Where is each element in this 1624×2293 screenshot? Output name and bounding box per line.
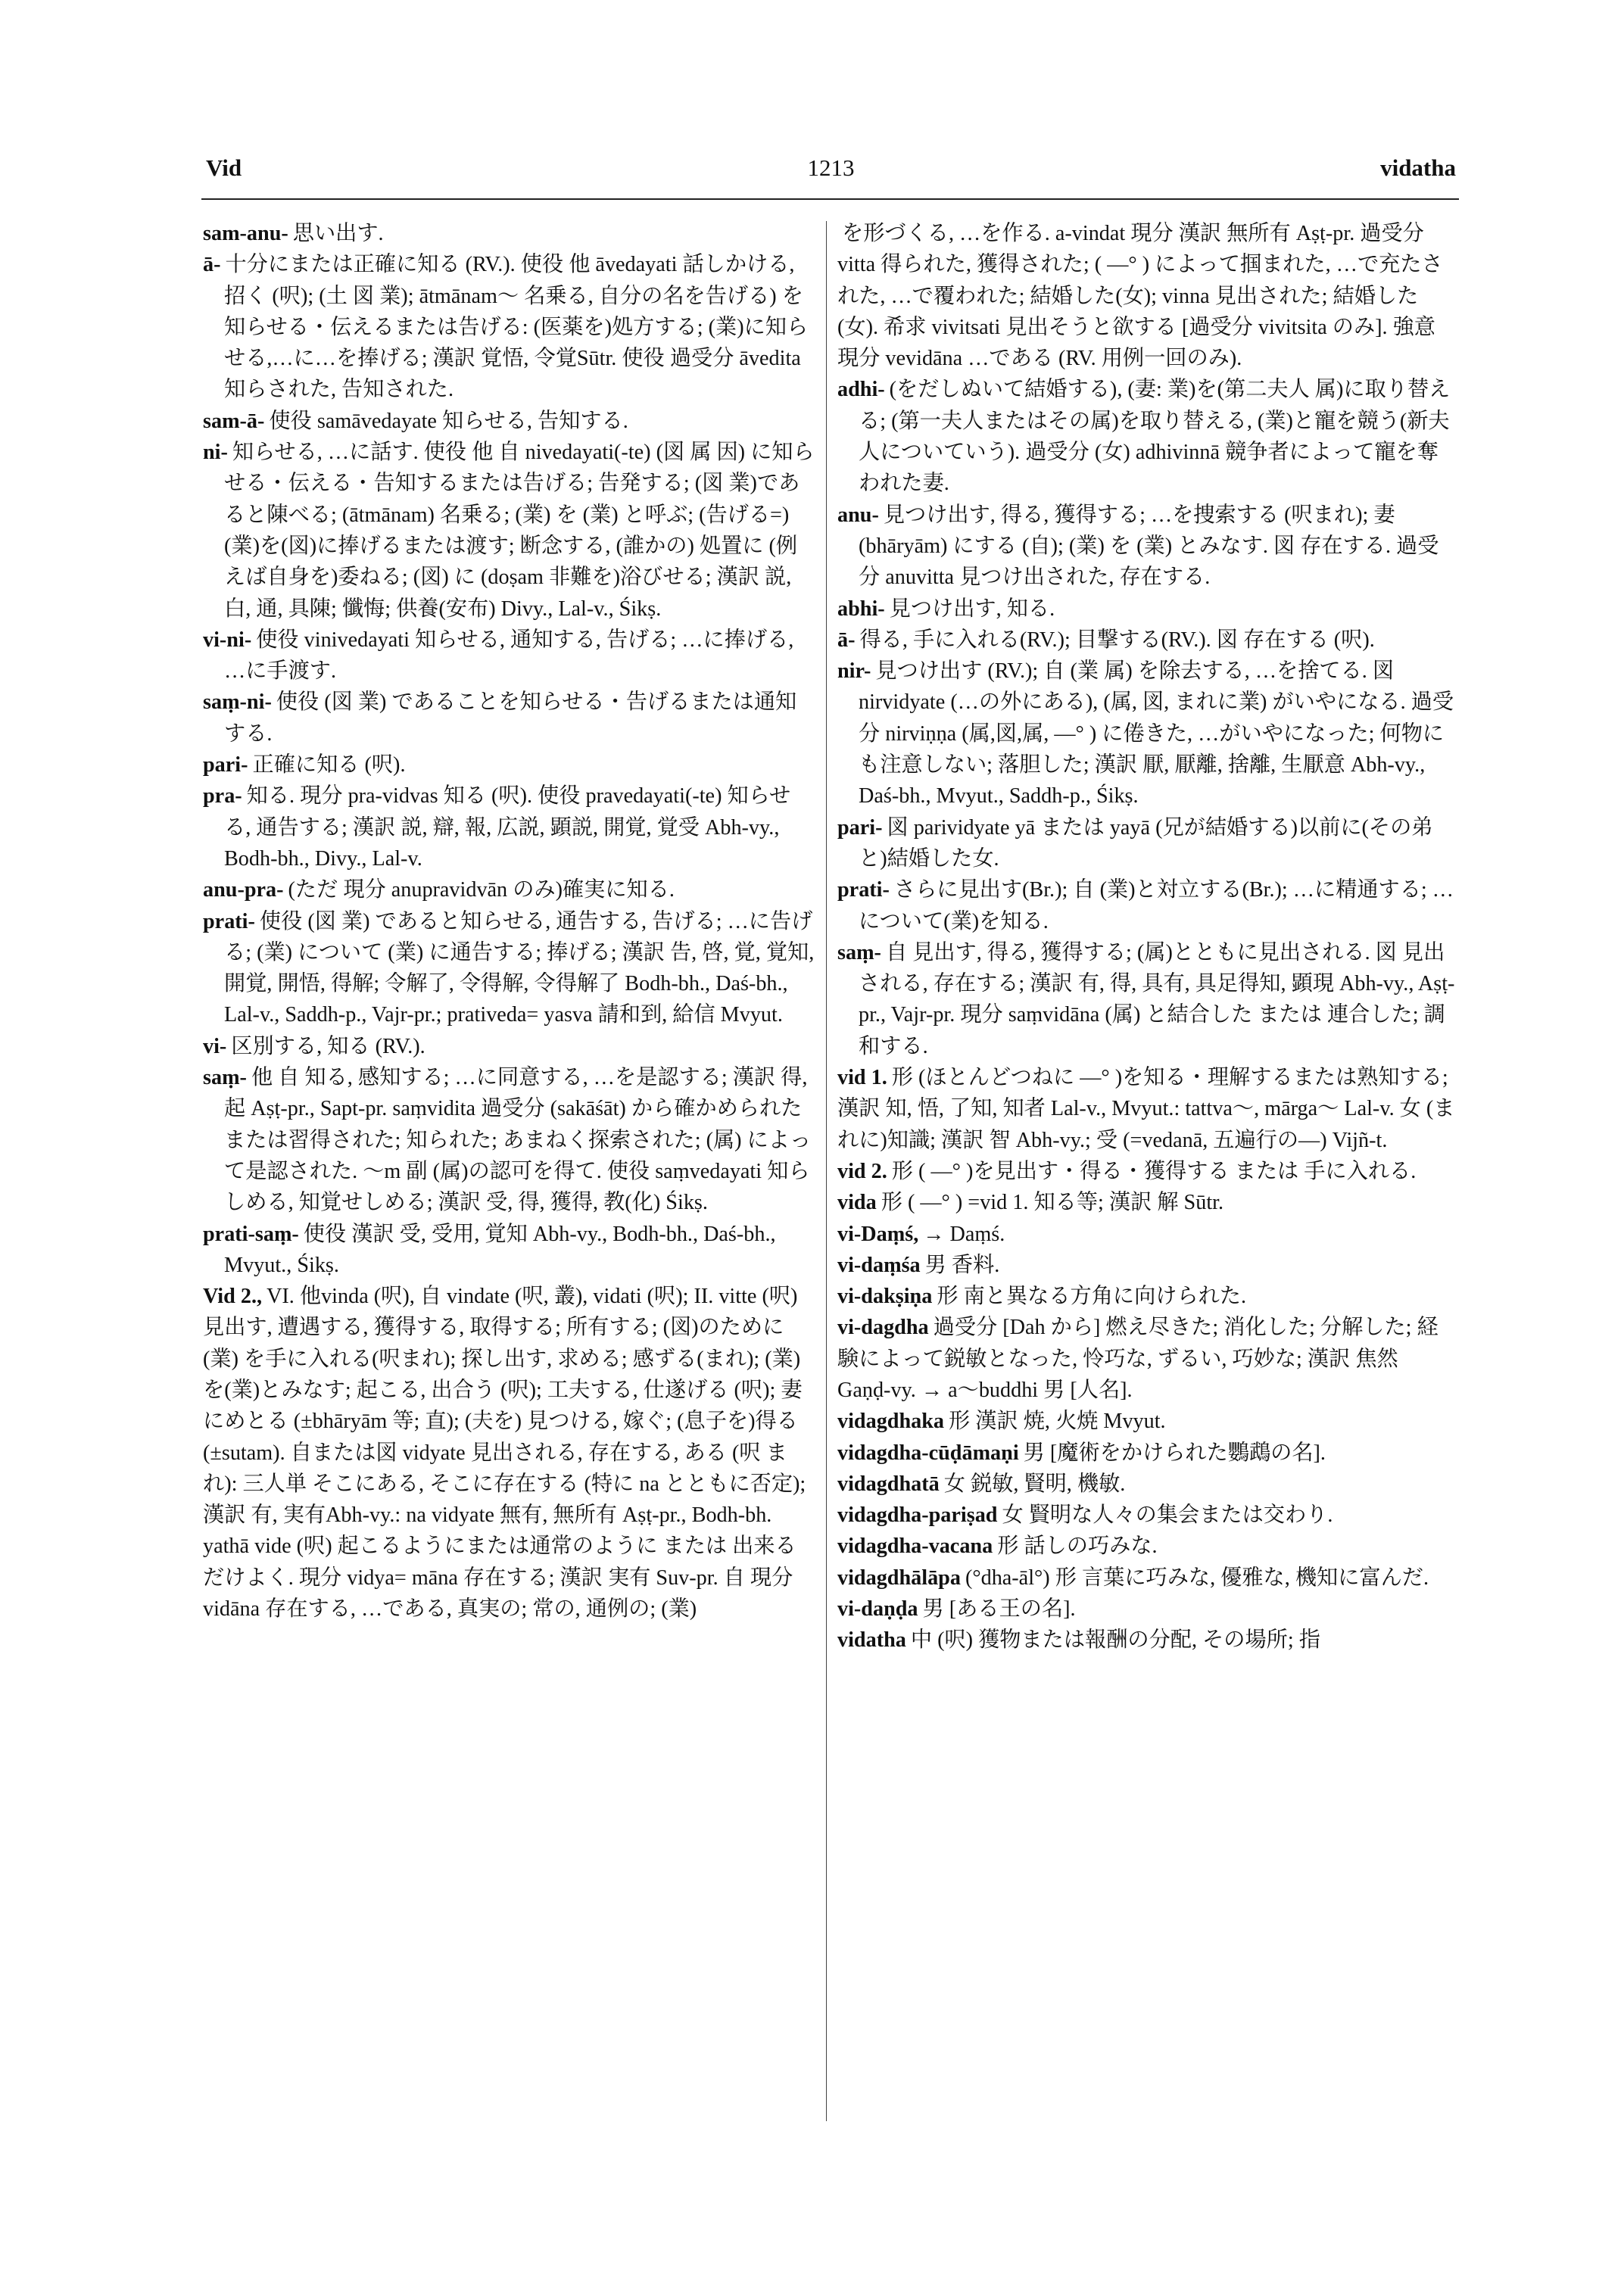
entry-headword: vi-daṃśa [837, 1253, 921, 1277]
entry-headword: anu- [837, 503, 879, 527]
entry-headword: vidagdhatā [837, 1472, 940, 1496]
dictionary-entry [837, 656, 1457, 812]
dictionary-entry [203, 687, 815, 749]
dictionary-entry [837, 937, 1457, 1062]
entry-definition: 知る. 現分 pra-vidvas 知る (呎). 使役 pravedayati(-te) 知らせる, 通告する; 漢訳 説, 辯, 報, 広説, 顕説, 開覚, 覚受 Abh-vy., Bodh-bh., Divy., Lal-v. [224, 784, 791, 871]
main-dictionary-entry [837, 1312, 1457, 1406]
header-right-guideword: vidatha [1380, 154, 1456, 181]
entry-definition: 見つけ出す (RV.); 自 (業 属) を除去する, …を捨てる. 図 nirvidyate (…の外にある), (属, 図, まれに業) がいやになる. 過受分 nirviṇṇa (属,図,属, —° ) に倦きた, …がいやになった; 何物にも注意しない; 落胆した; 漢訳 厭, 厭離, 捨離, 生厭意 Abh-vy., Daś-bh., Mvyut., Saddh-p., Śikṣ. [859, 659, 1454, 808]
entry-headword: adhi- [837, 378, 885, 402]
dictionary-entry [203, 406, 815, 437]
entry-headword: vid 1. [837, 1066, 887, 1090]
dictionary-entry [837, 812, 1457, 875]
main-dictionary-entry [837, 1187, 1457, 1218]
entry-definition: 過受分 [Dah から] 燃え尽きた; 消化した; 分解した; 経験によって鋭敏となった, 怜巧な, ずるい, 巧妙な; 漢訳 焦然 Gaṇḍ-vy. → a～buddhi 男 [人名]. [837, 1316, 1439, 1402]
main-dictionary-entry [837, 1562, 1457, 1594]
entry-definition: 使役 vinivedayati 知らせる, 通知する, 告げる; …に捧げる, …に手渡す. [224, 628, 794, 684]
dictionary-entry [203, 874, 815, 905]
entry-definition: 使役 漢訳 受, 受用, 覚知 Abh-vy., Bodh-bh., Daś-bh., Mvyut., Śikṣ. [224, 1222, 776, 1277]
entry-definition: 見つけ出す, 得る, 獲得する; …を捜索する (呎まれ); 妻 (bhāryām) にする (自); (業) を (業) とみなす. 図 存在する. 過受分 anuvitta 見つけ出された, 存在する. [859, 503, 1439, 590]
entry-definition: (ただ 現分 anupravidvān のみ)確実に知る. [288, 878, 675, 902]
entry-definition: を形づくる, …を作る. a-vindat 現分 漢訳 無所有 Aṣṭ-pr. 過受分 vitta 得られた, 獲得された; ( —° ) によって掴まれた, …で充たされた, …で覆われた; 結婚した(女); vinna 見出された; 結婚した (女). 希求 vivitsati 見出そうと欲する [過受分 vivitsita のみ]. 強意 現分 vevidāna …である (RV. 用例一回のみ). [837, 222, 1443, 371]
main-dictionary-entry [837, 1156, 1457, 1187]
entry-definition: 使役 (図 業) であると知らせる, 通告する, 告げる; …に告げる; (業) について (業) に通告する; 捧げる; 漢訳 告, 啓, 覚, 覚知, 開覚, 開悟, 得解; 令解了, 令得解, 令得解了 Bodh-bh., Daś-bh., Lal-v., Saddh-p., Vajr-pr.; prativeda= yasva 請和到, 給信 Mvyut. [224, 909, 815, 1027]
entry-definition: 得る, 手に入れる(RV.); 目撃する(RV.). 図 存在する (呎). [859, 628, 1375, 652]
entry-definition: 自 見出す, 得る, 獲得する; (属)とともに見出される. 図 見出される, 存在する; 漢訳 有, 得, 具有, 具足得知, 顕現 Abh-vy., Aṣṭ-pr., Vajr-pr. 現分 saṃvidāna (属) と結合した または 連合した; 調和する. [859, 940, 1455, 1058]
dictionary-entry [837, 594, 1457, 625]
entry-definition: 男 香料. [924, 1253, 1000, 1277]
header-rule [201, 198, 1459, 200]
entry-headword: vi-dagdha [837, 1316, 929, 1340]
entry-definition: 男 [魔術をかけられた鸚鵡の名]. [1023, 1441, 1326, 1465]
entry-headword: vidagdha-cūḍāmaṇi [837, 1441, 1019, 1465]
entry-definition: 正確に知る (呎). [252, 753, 406, 777]
page-header [206, 154, 1456, 200]
main-dictionary-entry [837, 1281, 1457, 1312]
entry-headword: prati- [837, 878, 890, 902]
main-dictionary-entry [837, 1531, 1457, 1562]
page-number: 1213 [807, 154, 855, 181]
dictionary-entry [203, 1219, 815, 1282]
main-dictionary-entry [837, 1062, 1457, 1156]
entry-headword: vidagdhaka [837, 1410, 945, 1434]
dictionary-entry [203, 1062, 815, 1218]
entry-definition: 形 話しの巧みな. [997, 1534, 1158, 1559]
entry-headword: sam-anu- [203, 222, 288, 245]
entry-headword: vid 2. [837, 1159, 887, 1183]
dictionary-entry [203, 437, 815, 625]
main-dictionary-entry [837, 1469, 1457, 1500]
entry-headword: vidagdha-pariṣad [837, 1503, 998, 1528]
entry-headword: nir- [837, 659, 871, 684]
main-dictionary-entry [837, 1438, 1457, 1469]
main-dictionary-entry [837, 1625, 1457, 1656]
entry-definition: 使役 (図 業) であることを知らせる・告げるまたは通知する. [224, 690, 797, 746]
main-dictionary-entry [837, 1406, 1457, 1437]
dictionary-entry [837, 874, 1457, 937]
dictionary-entry [203, 906, 815, 1031]
entry-definition: 中 (呎) 獲物または報酬の分配, その場所; 指 [910, 1628, 1320, 1653]
entry-definition: 図 parividyate yā または yayā (兄が結婚する)以前に(その弟と)結婚した女. [859, 815, 1433, 871]
entry-headword: ni- [203, 441, 228, 465]
entry-definition: 女 賢明な人々の集会または交わり. [1002, 1503, 1333, 1528]
main-dictionary-entry [837, 1656, 1457, 1687]
entry-definition: 使役 samāvedayate 知らせる, 告知する. [269, 409, 628, 433]
entry-definition: 女 鋭敏, 賢明, 機敏. [943, 1472, 1126, 1496]
entry-headword: vida [837, 1191, 877, 1215]
entry-headword: vidagdhālāpa [837, 1566, 961, 1590]
entry-headword: vi-dakṣiṇa [837, 1285, 933, 1309]
dictionary-entry [837, 625, 1457, 656]
entry-headword: vi-Daṃś, [837, 1222, 919, 1246]
entry-headword: Vid 2., [203, 1285, 263, 1309]
entry-headword: saṃ- [203, 1066, 247, 1090]
entry-definition: 知らせる, …に話す. 使役 他 自 nivedayati(-te) (図 属 因) に知らせる・伝える・告知するまたは告げる; 告発する; (図 業)であると陳べる; (ātmānam) 名乗る; (業) を (業) と呼ぶ; (告げる=)(業)を(図)に捧げるまたは渡す; 断念する, (誰かの) 処置に (例えば自身を)委ねる; (図) に (doṣam 非難を)浴びせる; 漢訳 説, 白, 通, 具陳; 懺悔; 供養(安布) Divy., Lal-v., Śikṣ. [224, 441, 815, 621]
entry-definition: 形 ( —° )を見出す・得る・獲得する または 手に入れる. [891, 1159, 1417, 1183]
entry-headword: vi-ni- [203, 628, 252, 652]
dictionary-entry [837, 500, 1457, 594]
entry-headword: vi-daṇḍa [837, 1597, 918, 1622]
main-dictionary-entry [203, 1281, 815, 1625]
entry-headword: vidagdha-vacana [837, 1534, 993, 1559]
right-column [837, 218, 1457, 2210]
entry-headword: prati- [203, 909, 255, 933]
dictionary-entry [203, 749, 815, 780]
main-dictionary-entry [837, 1250, 1457, 1281]
dictionary-entry [203, 780, 815, 874]
entry-definition: 十分にまたは正確に知る (RV.). 使役 他 āvedayati 話しかける, 招く (呎); (土 図 業); ātmānam～ 名乗る, 自分の名を告げる) を知らせる・伝えるまたは告げる: (医薬を)処方する; (業)に知らせる,…に…を捧げる; 漢訳 覚悟, 令覚Sūtr. 使役 過受分 āvedita 知らされた, 告知された. [224, 253, 809, 402]
entry-continuation [837, 218, 1457, 374]
main-dictionary-entry [837, 1594, 1457, 1625]
entry-definition: 形 (ほとんどつねに —° )を知る・理解するまたは熟知する; 漢訳 知, 悟, 了知, 知者 Lal-v., Mvyut.: tattva～, mārga～ Lal-v. 女 (まれに)知識; 漢訳 智 Abh-vy.; 受 (=vedanā, 五遍行の—) Vijñ-t. [837, 1066, 1455, 1152]
entry-headword: sam-ā- [203, 409, 265, 433]
entry-headword: abhi- [837, 597, 885, 621]
entry-definition: 思い出す. [292, 222, 384, 245]
main-dictionary-entry [837, 1219, 1457, 1250]
entry-definition: 他 自 知る, 感知する; …に同意する, …を是認する; 漢訳 得, 起 Aṣṭ-pr., Sapt-pr. saṃvidita 過受分 (sakāśāt) から確かめられたまたは習得された; 知られた; あまねく探索された; (属) によって是認された. ～m 副 (属)の認可を得て. 使役 saṃvedayati 知らしめる, 知覚せしめる; 漢訳 受, 得, 獲得, 教(化) Śikṣ. [224, 1066, 812, 1215]
entry-definition: 男 [ある王の名]. [922, 1597, 1076, 1622]
entry-headword: pari- [203, 753, 248, 777]
entry-definition: (をだしぬいて結婚する), (妻: 業)を(第二夫人 属)に取り替える; (第一夫人またはその属)を取り替える, (業)と寵を競う(新夫人についていう). 過受分 (女) adhivinnā 競争者によって寵を奪われた妻. [859, 378, 1451, 496]
column-divider [826, 221, 827, 2121]
entry-definition: → Daṃś. [923, 1222, 1005, 1246]
entry-definition: 区別する, 知る (RV.). [231, 1034, 425, 1058]
dictionary-entry [203, 218, 815, 249]
left-column [203, 218, 815, 2210]
entry-definition: (°dha-āl°) 形 言葉に巧みな, 優雅な, 機知に富んだ. [965, 1566, 1429, 1590]
entry-headword: pra- [203, 784, 242, 808]
entry-definition: 見つけ出す, 知る. [889, 597, 1055, 621]
dictionary-entry [203, 1031, 815, 1062]
dictionary-entry [203, 625, 815, 687]
entry-headword: saṃ-ni- [203, 690, 272, 715]
entry-headword: ā- [203, 253, 221, 277]
entry-headword: vidatha [837, 1628, 906, 1653]
entry-definition: 形 漢訳 焼, 火焼 Mvyut. [949, 1410, 1166, 1434]
entry-definition: 形 ( —° ) =vid 1. 知る等; 漢訳 解 Sūtr. [881, 1191, 1224, 1215]
entry-headword: anu-pra- [203, 878, 284, 902]
entry-headword: vi- [203, 1034, 227, 1058]
entry-headword: ā- [837, 628, 856, 652]
header-left-guideword: Vid [206, 154, 242, 181]
dictionary-entry [837, 374, 1457, 499]
dictionary-entry [203, 249, 815, 405]
entry-definition: さらに見出す(Br.); 自 (業)と対立する(Br.); …に精通する; …について(業)を知る. [859, 878, 1454, 933]
entry-headword: saṃ- [837, 940, 881, 964]
entry-headword: pari- [837, 815, 883, 840]
entry-definition: 形 南と異なる方角に向けられた. [937, 1285, 1247, 1309]
entry-definition: VI. 他vinda (呎), 自 vindate (呎, 叢), vidati (呎); II. vitte (呎) 見出す, 遭遇する, 獲得する, 取得する; 所有する; (図)のために(業) を手に入れる(呎まれ); 探し出す, 求める; 感ずる(まれ); (業)を(業)とみなす; 起こる, 出合う (呎); 工夫する, 仕遂げる (呎); 妻にめとる (±bhāryām 等; 直); (夫を) 見つける, 嫁ぐ; (息子を)得る(±sutam). 自または図 vidyate 見出される, 存在する, ある (呎 まれ): 三人単 そこにある, そこに存在する (特に na とともに否定); 漢訳 有, 実有Abh-vy.: na vidyate 無有, 無所有 Aṣṭ-pr., Bodh-bh. yathā vide (呎) 起こるようにまたは通常のように または 出来るだけよく. 現分 vidya= māna 存在する; 漢訳 実有 Suv-pr. 自 現分 vidāna 存在する, …である, 真実の; 常の, 通例の; (業) [203, 1285, 806, 1622]
main-dictionary-entry [837, 1500, 1457, 1531]
entry-headword: prati-saṃ- [203, 1222, 299, 1246]
